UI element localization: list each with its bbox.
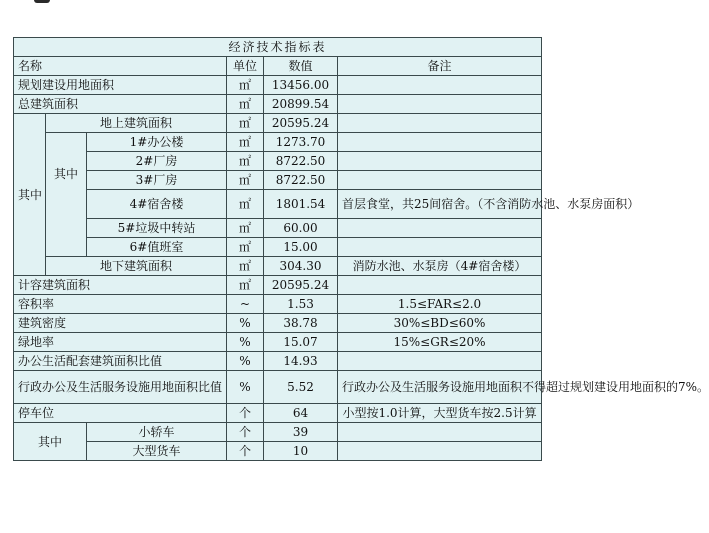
row-unit: ㎡	[227, 114, 264, 133]
row-unit: 个	[227, 404, 264, 423]
row-unit: 个	[227, 442, 264, 461]
table-row	[14, 404, 542, 423]
row-label: 5#垃圾中转站	[87, 219, 227, 238]
row-value: 14.93	[264, 352, 338, 371]
parking-group-label-qizhong: 其中	[14, 423, 87, 461]
row-value: 13456.00	[264, 76, 338, 95]
row-value: 15.07	[264, 333, 338, 352]
table-row	[14, 276, 542, 295]
row-value: 8722.50	[264, 152, 338, 171]
table-row	[14, 314, 542, 333]
table-row	[14, 371, 542, 404]
row-label: 大型货车	[87, 442, 227, 461]
table-row	[14, 190, 542, 219]
table-row	[14, 295, 542, 314]
row-value: 304.30	[264, 257, 338, 276]
row-note	[338, 442, 542, 461]
table-row	[14, 95, 542, 114]
table-title: 经济技术指标表	[14, 38, 542, 57]
row-label: 绿地率	[14, 333, 227, 352]
row-value: 20595.24	[264, 114, 338, 133]
row-label: 计容建筑面积	[14, 276, 227, 295]
row-note	[338, 352, 542, 371]
row-value: 20595.24	[264, 276, 338, 295]
row-note	[338, 423, 542, 442]
row-note	[338, 276, 542, 295]
row-unit: ㎡	[227, 133, 264, 152]
table-row	[14, 76, 542, 95]
table-row	[14, 133, 542, 152]
row-unit: ㎡	[227, 95, 264, 114]
row-label: 小轿车	[87, 423, 227, 442]
row-value: 60.00	[264, 219, 338, 238]
row-label: 6#值班室	[87, 238, 227, 257]
row-note	[338, 76, 542, 95]
table-row	[14, 114, 542, 133]
row-note: 30%≤BD≤60%	[338, 314, 542, 333]
row-note: 15%≤GR≤20%	[338, 333, 542, 352]
row-unit: ㎡	[227, 276, 264, 295]
row-note	[338, 171, 542, 190]
table-row	[14, 423, 542, 442]
title-row	[14, 38, 542, 57]
economic-indicator-table	[13, 37, 709, 461]
row-unit: %	[227, 333, 264, 352]
row-note: 行政办公及生活服务设施用地面积不得超过规划建设用地面积的7%。	[338, 371, 542, 404]
row-unit: ㎡	[227, 76, 264, 95]
row-unit: %	[227, 352, 264, 371]
table-row	[14, 171, 542, 190]
row-value: 15.00	[264, 238, 338, 257]
row-note: 消防水池、水泵房（4#宿舍楼）	[338, 257, 542, 276]
row-label: 建筑密度	[14, 314, 227, 333]
row-value: 64	[264, 404, 338, 423]
row-note	[338, 133, 542, 152]
table-row	[14, 333, 542, 352]
table-row	[14, 257, 542, 276]
row-note	[338, 219, 542, 238]
subgroup-label-qizhong: 其中	[46, 133, 87, 257]
row-unit: ㎡	[227, 190, 264, 219]
row-note	[338, 152, 542, 171]
row-label: 地上建筑面积	[46, 114, 227, 133]
row-unit: ~	[227, 295, 264, 314]
row-note	[338, 238, 542, 257]
row-note: 小型按1.0计算，大型货车按2.5计算	[338, 404, 542, 423]
row-unit: ㎡	[227, 219, 264, 238]
row-note	[338, 95, 542, 114]
row-label: 行政办公及生活服务设施用地面积比值	[14, 371, 227, 404]
table-row	[14, 219, 542, 238]
table-row	[14, 352, 542, 371]
row-value: 1.53	[264, 295, 338, 314]
row-label: 规划建设用地面积	[14, 76, 227, 95]
header-note: 备注	[338, 57, 542, 76]
row-note: 首层食堂，共25间宿舍。（不含消防水池、水泵房面积）	[338, 190, 542, 219]
row-unit: %	[227, 314, 264, 333]
row-value: 39	[264, 423, 338, 442]
header-unit: 单位	[227, 57, 264, 76]
row-note	[338, 114, 542, 133]
row-value: 5.52	[264, 371, 338, 404]
row-label: 4#宿舍楼	[87, 190, 227, 219]
row-label: 停车位	[14, 404, 227, 423]
row-label: 地下建筑面积	[46, 257, 227, 276]
row-label: 3#厂房	[87, 171, 227, 190]
row-unit: ㎡	[227, 257, 264, 276]
header-name: 名称	[14, 57, 227, 76]
row-label: 总建筑面积	[14, 95, 227, 114]
row-value: 38.78	[264, 314, 338, 333]
row-label: 容积率	[14, 295, 227, 314]
row-value: 8722.50	[264, 171, 338, 190]
row-unit: ㎡	[227, 171, 264, 190]
group-label-qizhong: 其中	[14, 114, 46, 276]
row-label: 办公生活配套建筑面积比值	[14, 352, 227, 371]
table-row	[14, 152, 542, 171]
row-unit: %	[227, 371, 264, 404]
table-row	[14, 238, 542, 257]
header-value: 数值	[264, 57, 338, 76]
table-row	[14, 442, 542, 461]
row-unit: ㎡	[227, 238, 264, 257]
row-unit: 个	[227, 423, 264, 442]
row-label: 1#办公楼	[87, 133, 227, 152]
row-unit: ㎡	[227, 152, 264, 171]
header-row	[14, 57, 542, 76]
row-label: 2#厂房	[87, 152, 227, 171]
top-edge-mark	[34, 0, 50, 3]
row-value: 20899.54	[264, 95, 338, 114]
row-note: 1.5≤FAR≤2.0	[338, 295, 542, 314]
row-value: 1273.70	[264, 133, 338, 152]
row-value: 10	[264, 442, 338, 461]
row-value: 1801.54	[264, 190, 338, 219]
